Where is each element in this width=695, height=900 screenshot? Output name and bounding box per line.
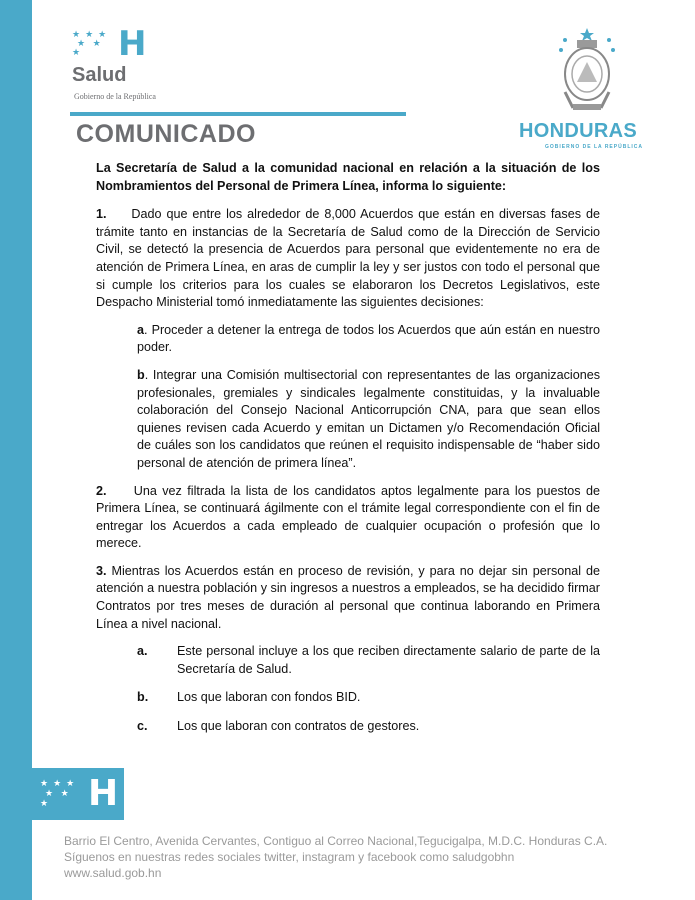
honduras-logo (517, 22, 657, 162)
salud-logo-subtitle: Gobierno de la República (74, 92, 156, 101)
paragraph-text: Dado que entre los alrededor de 8,000 Acuerdos que están en diversas fases de trámite tanto en instancias de la Secretaría de Salud como de la Dirección de Servicio Civil, se detectó la presencia de Acuerdos para personal que evidentemente no era de atención de Primera Línea, en aras de cumplir la ley y ser justos con todo el personal que si cumple los criterios para los cuales se elaboraron los Decretos Legislativos, este Despacho Ministerial tomó inmediatamente las siguientes decisiones: (96, 207, 600, 310)
paragraph-2 (96, 483, 600, 553)
list-item (137, 643, 600, 678)
list-item-label: b. (137, 690, 149, 705)
paragraph-3 (96, 563, 600, 633)
subparagraph-label: b (137, 367, 145, 382)
subparagraph-label: a (137, 322, 145, 337)
coat-of-arms-icon (551, 26, 623, 116)
paragraph-text: Una vez filtrada la lista de los candidatos aptos legalmente para los puestos de Primera Línea, se continuará ágilmente con el trámite legal correspondiente con el fin de entregar los Acuerdos a cada empleado de cualquier ocupación o profesión que lo merece. (96, 483, 600, 551)
salud-logo-word: Salud (72, 64, 127, 86)
footer-website-link[interactable]: www.salud.gob.hn (64, 866, 162, 880)
footer-address: Barrio El Centro, Avenida Cervantes, Contiguo al Correo Nacional,Tegucigalpa, M.D.C. Honduras C.A. (64, 834, 608, 848)
list-item-text: Los que laboran con fondos BID. (177, 690, 361, 705)
honduras-wordmark: HONDURAS (519, 120, 637, 142)
stars-icon: ★ ★ ★ ★ ★ ★ (72, 29, 107, 57)
paragraph-number: 3. (96, 563, 107, 578)
footer-monogram: H (88, 773, 119, 814)
intro-paragraph: La Secretaría de Salud a la comunidad nacional en relación a la situación de los Nombramientos del Personal de Primera Línea, informa lo siguiente: (96, 161, 600, 193)
page-title: COMUNICADO (76, 120, 256, 148)
subparagraph-b (137, 367, 600, 473)
footer-social: Síguenos en nuestras redes sociales twitter, instagram y facebook como saludgobhn (64, 850, 515, 864)
footer-logo-tile (32, 768, 124, 820)
list-item-text: Este personal incluye a los que reciben directamente salario de parte de la Secretaría de Salud. (177, 644, 600, 676)
paragraph-1 (96, 206, 600, 312)
communique-body (96, 160, 600, 747)
paragraph-number: 2. (96, 483, 107, 498)
subparagraph-a (137, 322, 600, 357)
title-divider (70, 112, 406, 116)
paragraph-number: 1. (96, 207, 107, 222)
subparagraph-text: . Proceder a detener la entrega de todos los Acuerdos que aún están en nuestro poder. (137, 322, 600, 355)
list-item-text: Los que laboran con contratos de gestores. (177, 719, 420, 734)
paragraph-text: Mientras los Acuerdos están en proceso de revisión, y para no dejar sin personal de atención a nuestra población y sin ingresos a nuestros a empleados, se ha decidido firmar Contratos por tres meses de duración al personal que continua laborando en Primera Línea a nivel nacional. (96, 563, 601, 631)
subparagraph-text: . Integrar una Comisión multisectorial con representantes de las organizaciones profesionales, gremiales y sindicales legalmente constituidas, y la invaluable colaboración del Consejo Nacional Anticorrupción CNA, para que sean ellos quienes revisen cada Acuerdo y emitan un Dictamen y/o Recomendación Oficial de cuáles son los candidatos que reúnen el requisito indispensable de “haber sido personal de atención de primera línea”. (137, 367, 600, 470)
left-accent-bar (0, 0, 32, 900)
list-item (137, 718, 600, 736)
salud-monogram: H (118, 24, 147, 64)
list-item (137, 689, 600, 707)
list-item-label: a. (137, 644, 148, 659)
honduras-subtitle: GOBIERNO DE LA REPÚBLICA (545, 144, 643, 150)
stars-icon: ★ ★ ★ ★ ★ ★ (40, 778, 75, 808)
footer (64, 833, 664, 881)
list-item-label: c. (137, 719, 148, 734)
salud-logo (72, 24, 192, 108)
